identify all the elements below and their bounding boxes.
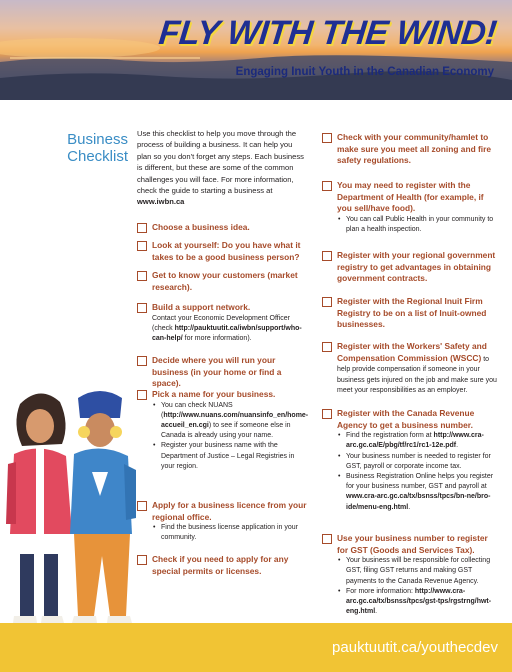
section-title-line2: Checklist xyxy=(67,148,128,165)
item-title: You may need to register with the Department of Health (for example, if you sell/have food). xyxy=(337,180,484,214)
item-title: Build a support network. xyxy=(152,302,251,312)
girl-figure xyxy=(6,393,72,630)
checklist-item xyxy=(137,355,309,390)
checklist-item xyxy=(137,302,309,344)
bullet-text-after: . xyxy=(456,442,459,450)
support-link[interactable]: http://pauktuutit.ca/iwbn/support/who-can-help/ xyxy=(152,324,302,342)
item-title-tail: to help provide compensation if someone in your business gets injured on the job and make sure you meet your responsibilities as an employer. xyxy=(337,356,497,394)
checkbox[interactable] xyxy=(322,297,332,307)
bro-link[interactable]: www.cra-arc.gc.ca/tx/bsnss/tpcs/bn-ne/bro-ide/menu-eng.html xyxy=(346,493,491,511)
item-title: Apply for a business licence from your regional office. xyxy=(152,500,307,522)
bullet-text: Your business will be responsible for collecting GST, filing GST returns and making GST payments to the Canada Revenue Agency. xyxy=(346,557,491,585)
bullet-item xyxy=(337,452,498,472)
item-title: Decide where you will run your business (in your home or find a space). xyxy=(152,355,282,389)
bullet-text-after: . xyxy=(375,608,378,616)
bullet-text: You can call Public Health in your community to plan a health inspection. xyxy=(346,215,494,233)
nuans-link[interactable]: http://www.nuans.com/nuansinfo_en/home-accueil_en.cgi xyxy=(161,411,309,429)
item-title: Pick a name for your business. xyxy=(152,389,276,399)
bullet-item xyxy=(337,215,498,235)
checklist-item xyxy=(322,250,498,285)
checklist-item xyxy=(322,533,498,617)
bullet-text: Your business number is needed to register for GST, payroll or corporate income tax. xyxy=(346,452,491,470)
checkbox[interactable] xyxy=(322,251,332,261)
gst-link[interactable]: http://www.cra-arc.gc.ca/tx/bsnss/tpcs/gst-tps/rgstrng/hwt-eng.html xyxy=(346,587,492,616)
bullet-item xyxy=(152,401,309,442)
bullet-text-after: . xyxy=(408,503,411,511)
checklist-item xyxy=(137,554,309,577)
section-title xyxy=(56,131,128,165)
boy-figure xyxy=(70,391,136,630)
checklist-item xyxy=(137,222,309,234)
item-title: Check with your community/hamlet to make sure you meet all zoning and fire safety regulations. xyxy=(337,132,492,166)
bullet-text-after: ) to see if someone else in Canada is already using your name. xyxy=(161,422,291,440)
checkbox[interactable] xyxy=(137,303,147,313)
cra-form-link[interactable]: http://www.cra-arc.gc.ca/E/pbg/tf/rc1/rc1-12e.pdf xyxy=(346,432,484,450)
item-title: Choose a business idea. xyxy=(152,222,250,232)
intro-text: Use this checklist to help you move through the process of building a business. It can help you plan so you don't forget any steps. Each business is different, but these are some of the common challenges you will face. For more information, check the guide to starting a business at xyxy=(137,129,304,196)
section-title-line1: Business xyxy=(67,131,128,148)
checklist-item xyxy=(322,296,498,331)
bullet-item xyxy=(337,587,498,618)
item-title: Look at yourself: Do you have what it takes to be a good business person? xyxy=(152,240,301,262)
checklist-item xyxy=(322,341,498,396)
header-banner xyxy=(0,0,512,100)
intro-paragraph xyxy=(137,128,305,208)
item-text-after: for more information). xyxy=(182,335,252,342)
checklist-item xyxy=(322,180,498,235)
publication-title: FLY WITH THE WIND! xyxy=(156,14,498,52)
checkbox[interactable] xyxy=(322,181,332,191)
checkbox[interactable] xyxy=(322,342,332,352)
item-title: Register with the Regional Inuit Firm Registry to be on a list of Inuit-owned businesses. xyxy=(337,296,487,330)
checklist-item xyxy=(137,240,309,263)
checkbox[interactable] xyxy=(322,409,332,419)
youth-illustration xyxy=(0,384,140,646)
checklist-item xyxy=(137,270,309,293)
bullet-text: Business Registration Online helps you register for your business number, GST and payroll at xyxy=(346,473,494,491)
footer-bar xyxy=(0,623,512,672)
checkbox[interactable] xyxy=(137,241,147,251)
checkbox[interactable] xyxy=(137,356,147,366)
checkbox[interactable] xyxy=(137,223,147,233)
item-title: Register with the Workers' Safety and Compensation Commission (WSCC) xyxy=(337,341,487,364)
bullet-item xyxy=(152,523,309,543)
bullet-item xyxy=(337,556,498,587)
bullet-text: Find the registration form at xyxy=(346,432,434,440)
checkbox[interactable] xyxy=(322,534,332,544)
item-title: Get to know your customers (market research). xyxy=(152,270,298,292)
item-description xyxy=(337,341,498,396)
item-description xyxy=(152,314,309,345)
checkbox[interactable] xyxy=(322,133,332,143)
bullet-text: For more information: xyxy=(346,587,415,595)
item-text: Contact your Economic Development Officer (check xyxy=(152,314,290,332)
bullet-text: You can check NUANS ( xyxy=(161,401,233,419)
footer-url[interactable]: pauktuutit.ca/youthecdev xyxy=(332,639,498,656)
bullet-item xyxy=(337,431,498,451)
bullet-item xyxy=(152,441,309,472)
intro-link[interactable]: www.iwbn.ca xyxy=(137,197,185,207)
checklist-item xyxy=(322,408,498,513)
bullet-item xyxy=(337,472,498,513)
checklist-item xyxy=(322,132,498,167)
item-title: Use your business number to register for GST (Goods and Services Tax). xyxy=(337,533,488,555)
checklist-item xyxy=(137,389,309,472)
item-title: Register with the Canada Revenue Agency to get a business number. xyxy=(337,408,475,430)
checkbox[interactable] xyxy=(137,271,147,281)
bullet-text: Find the business license application in your community. xyxy=(161,524,298,542)
checklist-item xyxy=(137,500,309,544)
item-title: Register with your regional government registry to get advantages in obtaining government contracts. xyxy=(337,250,496,284)
item-title: Check if you need to apply for any special permits or licenses. xyxy=(152,554,289,576)
bullet-text: Register your business name with the Department of Justice – Legal Registries in your region. xyxy=(161,442,295,470)
publication-subtitle: Engaging Inuit Youth in the Canadian Economy xyxy=(235,66,494,78)
